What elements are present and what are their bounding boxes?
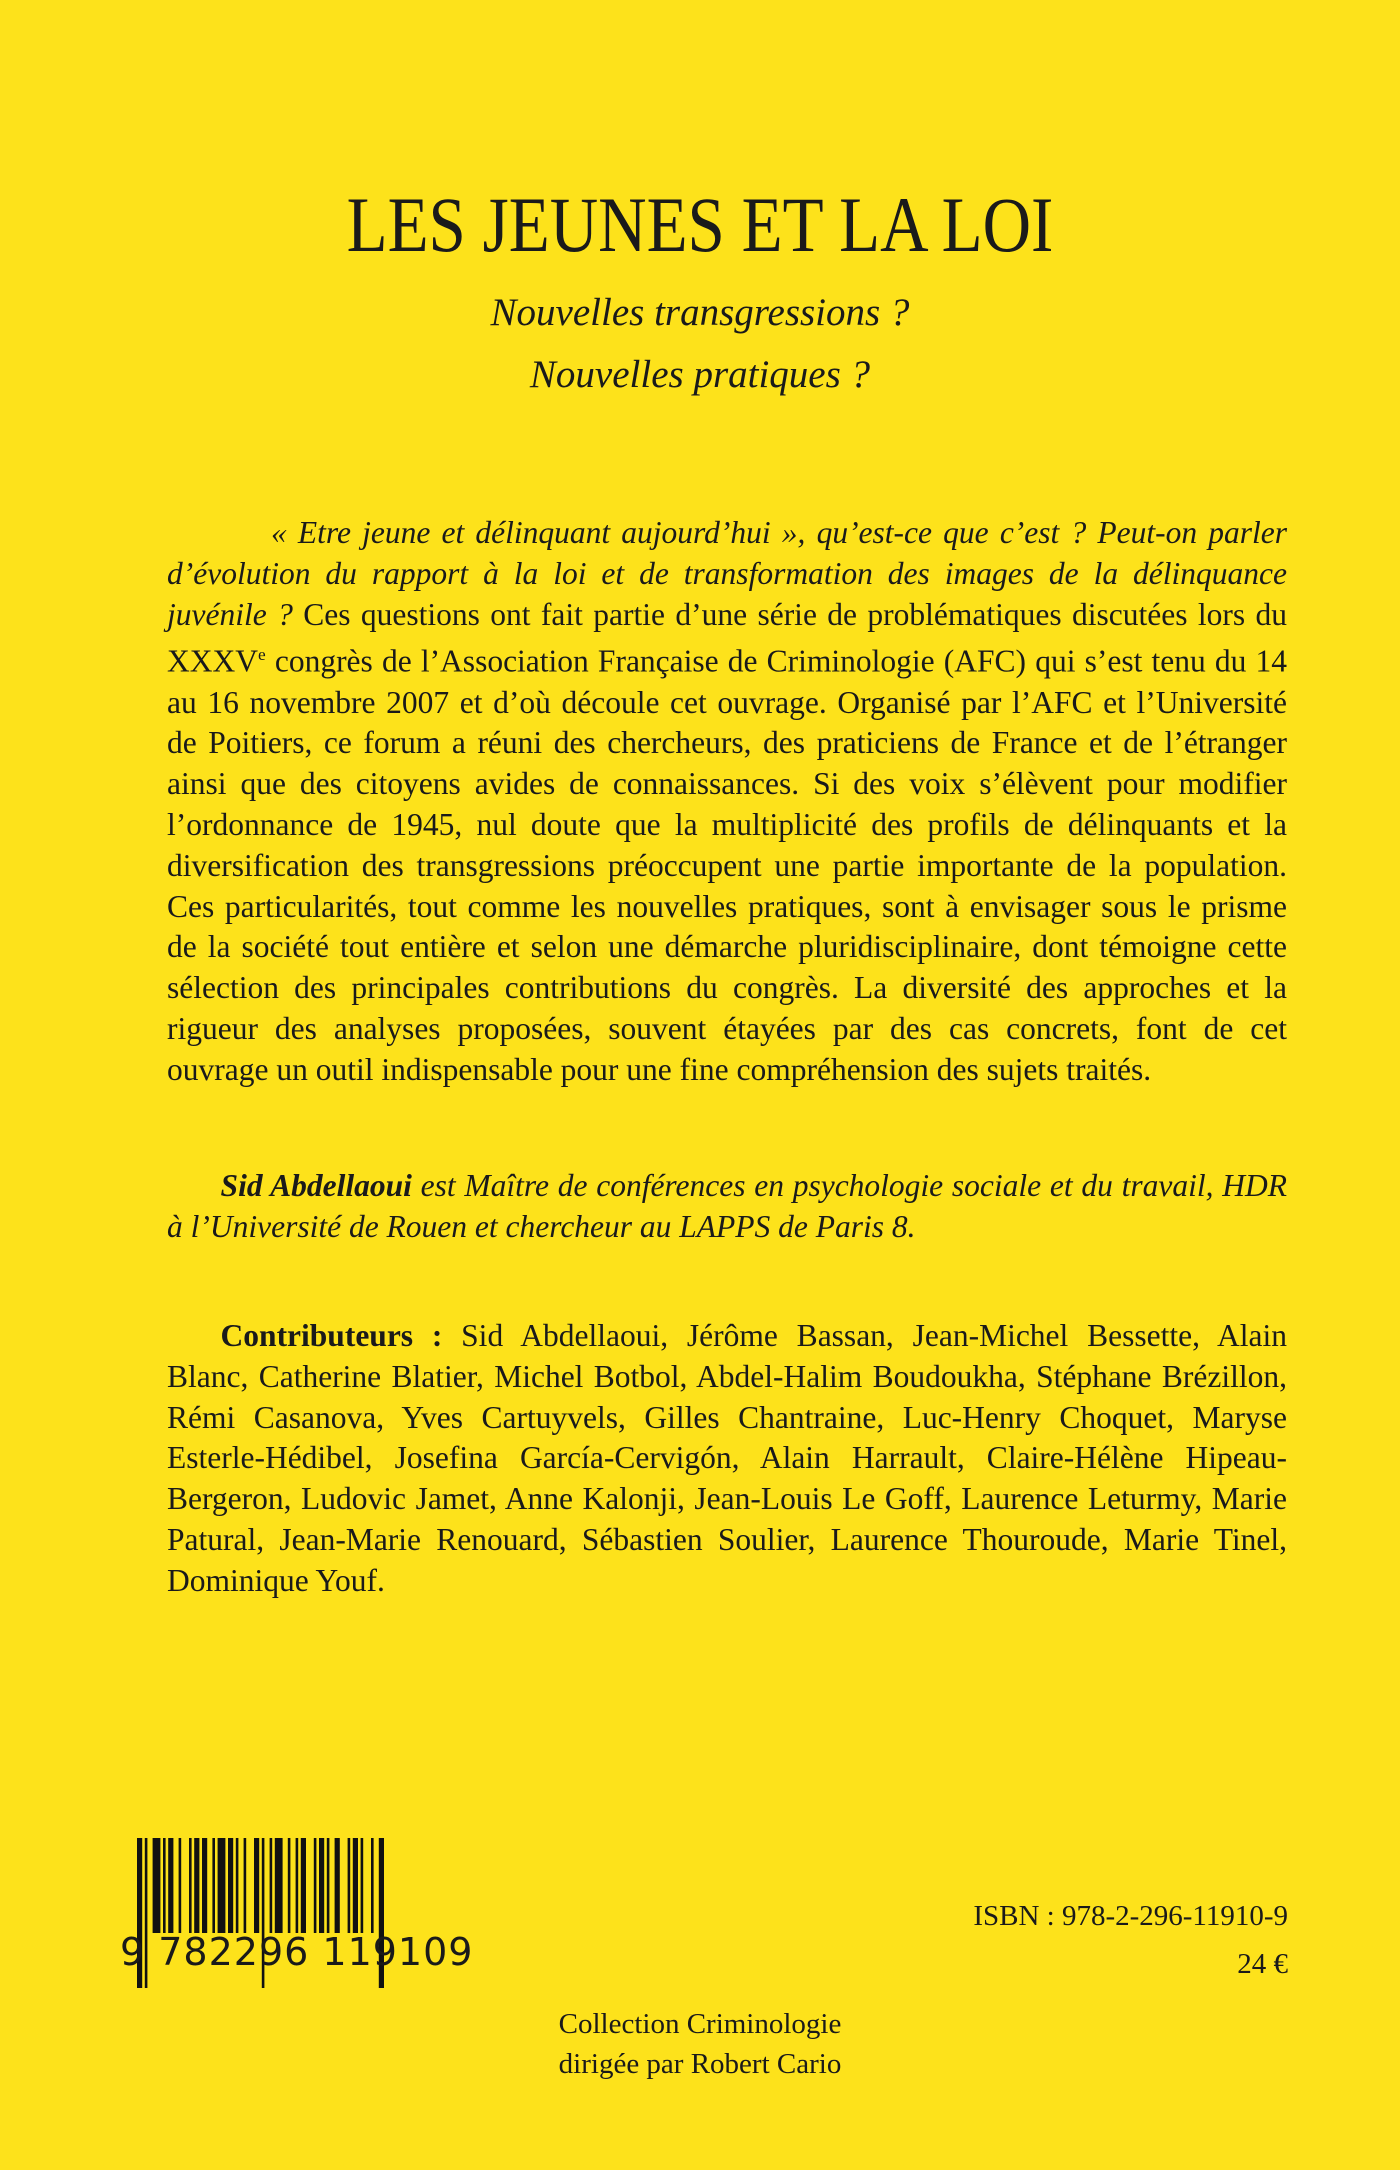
collection-director: dirigée par Robert Cario — [558, 2048, 842, 2080]
abstract-superscript: e — [258, 645, 266, 665]
barcode-bar — [348, 1838, 351, 1933]
barcode-bar — [314, 1838, 317, 1933]
barcode-bar — [202, 1838, 207, 1933]
contributors-names: Sid Abdellaoui, Jérôme Bassan, Jean-Michel Bessette, Alain Blanc, Catherine Blatier, Michel Botbol, Abdel-Halim Boudoukha, Stéphane Brézillon, Rémi Casanova, Yves Cartuyvels, Gilles Chantraine, Luc-Henry Choquet, Maryse Esterle-Hédibel, Josefina García-Cervigón, Alain Harrault, Claire-Hélène Hipeau-Bergeron, Ludovic Jamet, Anne Kalonji, Jean-Louis Le Goff, Laurence Leturmy, Marie Patural, Jean-Marie Renouard, Sébastien Soulier, Laurence Thouroude, Marie Tinel, Dominique Youf. — [167, 1318, 1287, 1598]
abstract-paragraph — [167, 513, 1287, 1091]
contributors-label: Contributeurs : — [220, 1318, 443, 1353]
barcode-bar — [168, 1838, 173, 1933]
subtitle-line-1: Nouvelles transgressions ? — [490, 291, 910, 334]
barcode-bar — [254, 1838, 259, 1933]
barcode-bar — [371, 1838, 374, 1933]
author-bio: est Maître de conférences en psychologie sociale et du travail, HDR à l’Université de Rouen et chercheur au LAPPS de Paris 8. — [167, 1168, 1287, 1244]
barcode-bar — [189, 1838, 192, 1933]
barcode-bar — [212, 1838, 215, 1933]
barcode-bar — [236, 1838, 239, 1933]
barcode-bar — [270, 1838, 273, 1933]
subtitle-line-2: Nouvelles pratiques ? — [529, 353, 871, 396]
barcode-bar — [244, 1838, 247, 1933]
barcode-bar — [327, 1838, 330, 1933]
barcode-bar — [194, 1838, 199, 1933]
contributors-paragraph — [167, 1316, 1287, 1602]
abstract-text-part-1: Ces questions ont fait partie d’une série de problématiques discutées lors du XXXV — [167, 596, 1287, 679]
barcode-bar — [275, 1838, 283, 1933]
price: 24 € — [1237, 1948, 1288, 1980]
author-bio-paragraph — [167, 1166, 1287, 1248]
barcode-bar — [163, 1838, 166, 1933]
isbn: ISBN : 978-2-296-11910-9 — [973, 1900, 1288, 1932]
barcode-bar — [335, 1838, 340, 1933]
barcode-bar — [319, 1838, 324, 1933]
book-title: LES JEUNES ET LA LOI — [346, 181, 1054, 268]
abstract-text-part-2: congrès de l’Association Française de Criminologie (AFC) qui s’est tenu du 14 au 16 novembre 2007 et d’où découle cet ouvrage. Organisé par l’AFC et l’Université de Poitiers, ce forum a réuni des chercheurs, des praticiens de France et de l’étranger ainsi que des citoyens avides de connaissances. Si des voix s’élèvent pour modifier l’ordonnance de 1945, nul doute que la multiplicité des profils de délinquants et la diversification des transgressions préoccupent une partie importante de la population. Ces particularités, tout comme les nouvelles pratiques, sont à envisager sous le prisme de la société tout entière et selon une démarche pluridisciplinaire, dont témoigne cette sélection des principales contributions du congrès. La diversité des approches et la rigueur des analyses proposées, souvent étayées par des cas concrets, font de cet ouvrage un outil indispensable pour une fine compréhension des sujets traités. — [167, 643, 1287, 1087]
barcode-digits: 9 782296 119109 — [120, 1930, 474, 1974]
barcode-bar — [288, 1838, 291, 1933]
collection-info — [0, 2004, 1400, 2084]
barcode-bar — [361, 1838, 364, 1933]
barcode-bar — [301, 1838, 306, 1933]
book-subtitle — [0, 282, 1400, 406]
abstract-italic-lead: « Etre jeune et délinquant aujourd’hui », qu’est-ce que c’est ? Peut-on parler d’évolution du rapport à la loi et de transformation des images de la délinquance juvénile ? — [167, 515, 1287, 632]
collection-name: Collection Criminologie — [558, 2008, 842, 2040]
barcode-bar — [353, 1838, 358, 1933]
barcode-bar — [153, 1838, 161, 1933]
barcode-bar — [228, 1838, 233, 1933]
barcode-bar — [296, 1838, 299, 1933]
barcode-bar — [218, 1838, 226, 1933]
author-name: Sid Abdellaoui — [220, 1168, 412, 1203]
barcode-bar — [179, 1838, 182, 1933]
